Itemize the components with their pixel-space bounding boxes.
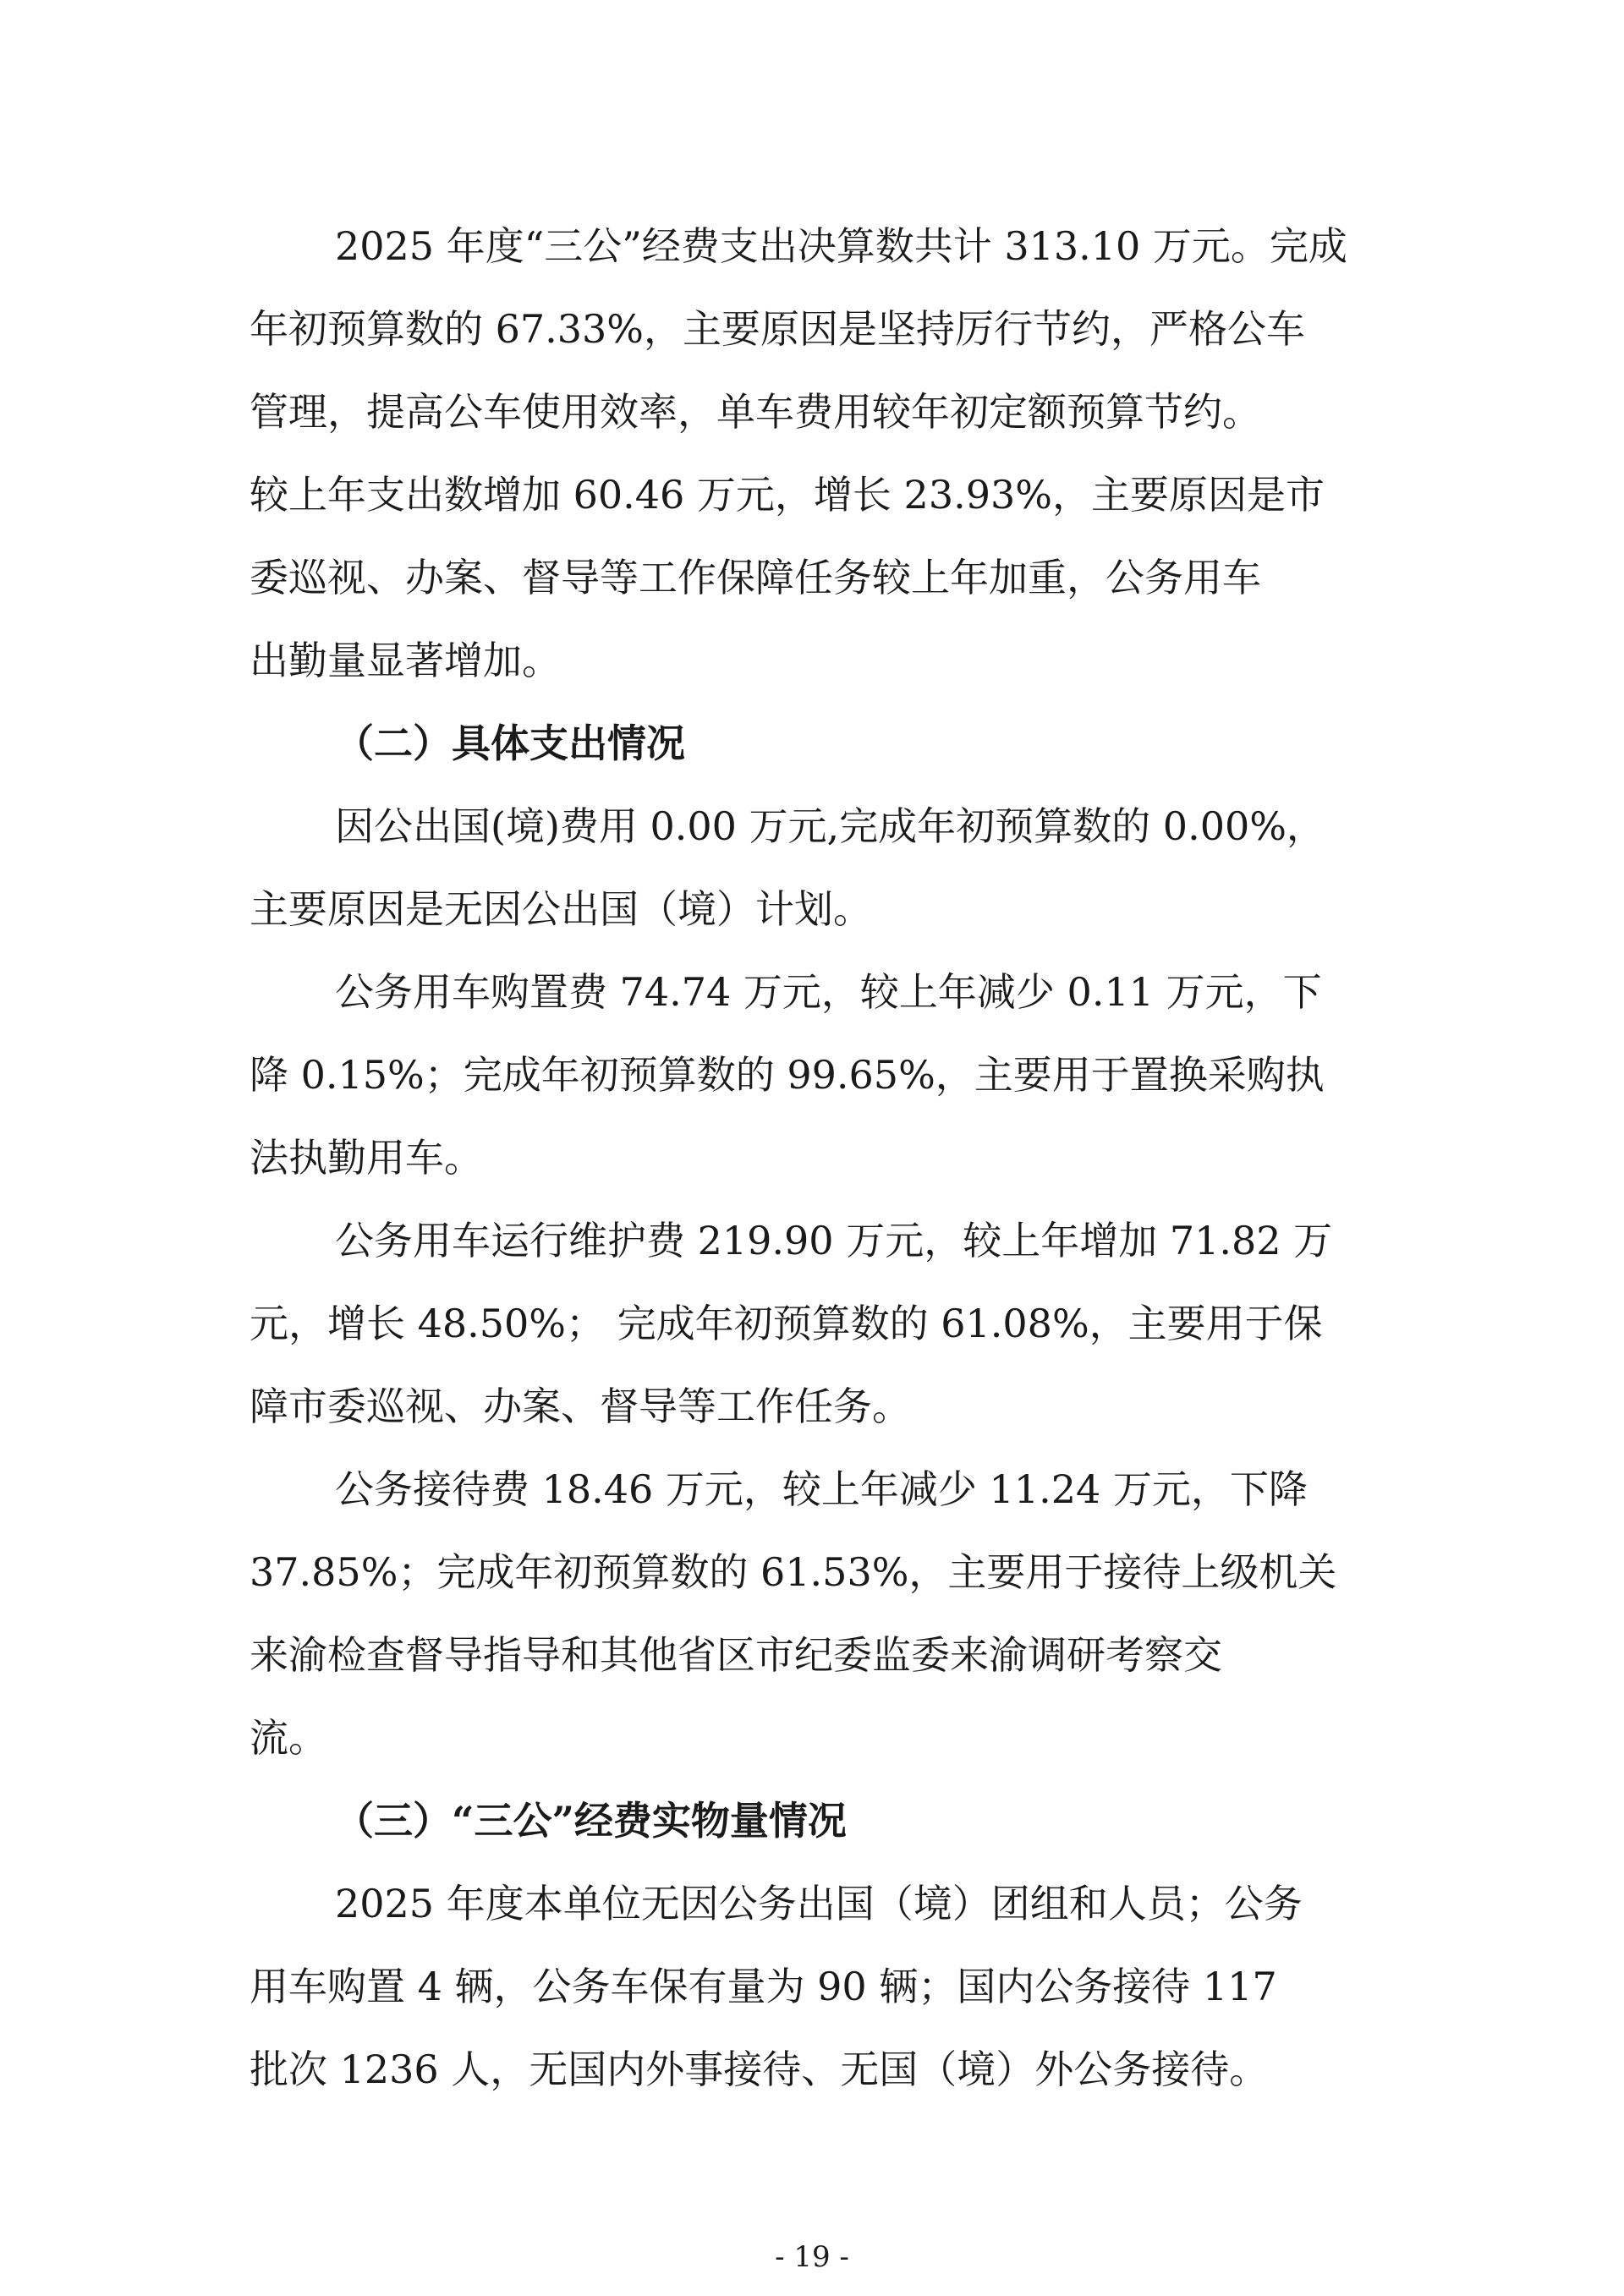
paragraph-line: 出勤量显著增加。 [250, 638, 561, 683]
paragraph-line: 2025 年度“三公”经费支出决算数共计 313.10 万元。完成 [335, 223, 1347, 269]
paragraph-line: 主要原因是无因公出国（境）计划。 [250, 886, 872, 932]
paragraph-line: 流。 [250, 1715, 327, 1761]
paragraph-line: 较上年支出数增加 60.46 万元，增长 23.93%，主要原因是市 [250, 472, 1325, 518]
paragraph-line: 委巡视、办案、督导等工作保障任务较上年加重，公务用车 [250, 555, 1261, 600]
paragraph-line: 元，增长 48.50%； 完成年初预算数的 61.08%，主要用于保 [250, 1301, 1323, 1346]
page-number: - 19 - [775, 2240, 849, 2274]
section-heading: （二）具体支出情况 [335, 721, 685, 766]
paragraph-line: 年初预算数的 67.33%，主要原因是坚持厉行节约，严格公车 [250, 306, 1306, 352]
paragraph-line: 用车购置 4 辆，公务车保有量为 90 辆；国内公务接待 117 [250, 1964, 1277, 2009]
paragraph-line: 公务用车运行维护费 219.90 万元，较上年增加 71.82 万 [335, 1218, 1333, 1263]
paragraph-line: 障市委巡视、办案、督导等工作任务。 [250, 1384, 911, 1429]
paragraph-line: 因公出国(境)费用 0.00 万元,完成年初预算数的 0.00%， [335, 803, 1325, 849]
section-heading: （三）“三公”经费实物量情况 [335, 1798, 847, 1844]
paragraph-line: 批次 1236 人，无国内外事接待、无国（境）外公务接待。 [250, 2047, 1269, 2092]
paragraph-line: 管理，提高公车使用效率，单车费用较年初定额预算节约。 [250, 389, 1261, 435]
paragraph-line: 来渝检查督导指导和其他省区市纪委监委来渝调研考察交 [250, 1632, 1222, 1678]
paragraph-line: 法执勤用车。 [250, 1135, 483, 1181]
paragraph-line: 2025 年度本单位无因公务出国（境）团组和人员；公务 [335, 1881, 1303, 1926]
paragraph-line: 降 0.15%；完成年初预算数的 99.65%，主要用于置换采购执 [250, 1052, 1325, 1098]
paragraph-line: 37.85%；完成年初预算数的 61.53%，主要用于接待上级机关 [250, 1549, 1337, 1595]
paragraph-line: 公务接待费 18.46 万元，较上年减少 11.24 万元，下降 [335, 1466, 1308, 1512]
paragraph-line: 公务用车购置费 74.74 万元，较上年减少 0.11 万元，下 [335, 969, 1322, 1015]
